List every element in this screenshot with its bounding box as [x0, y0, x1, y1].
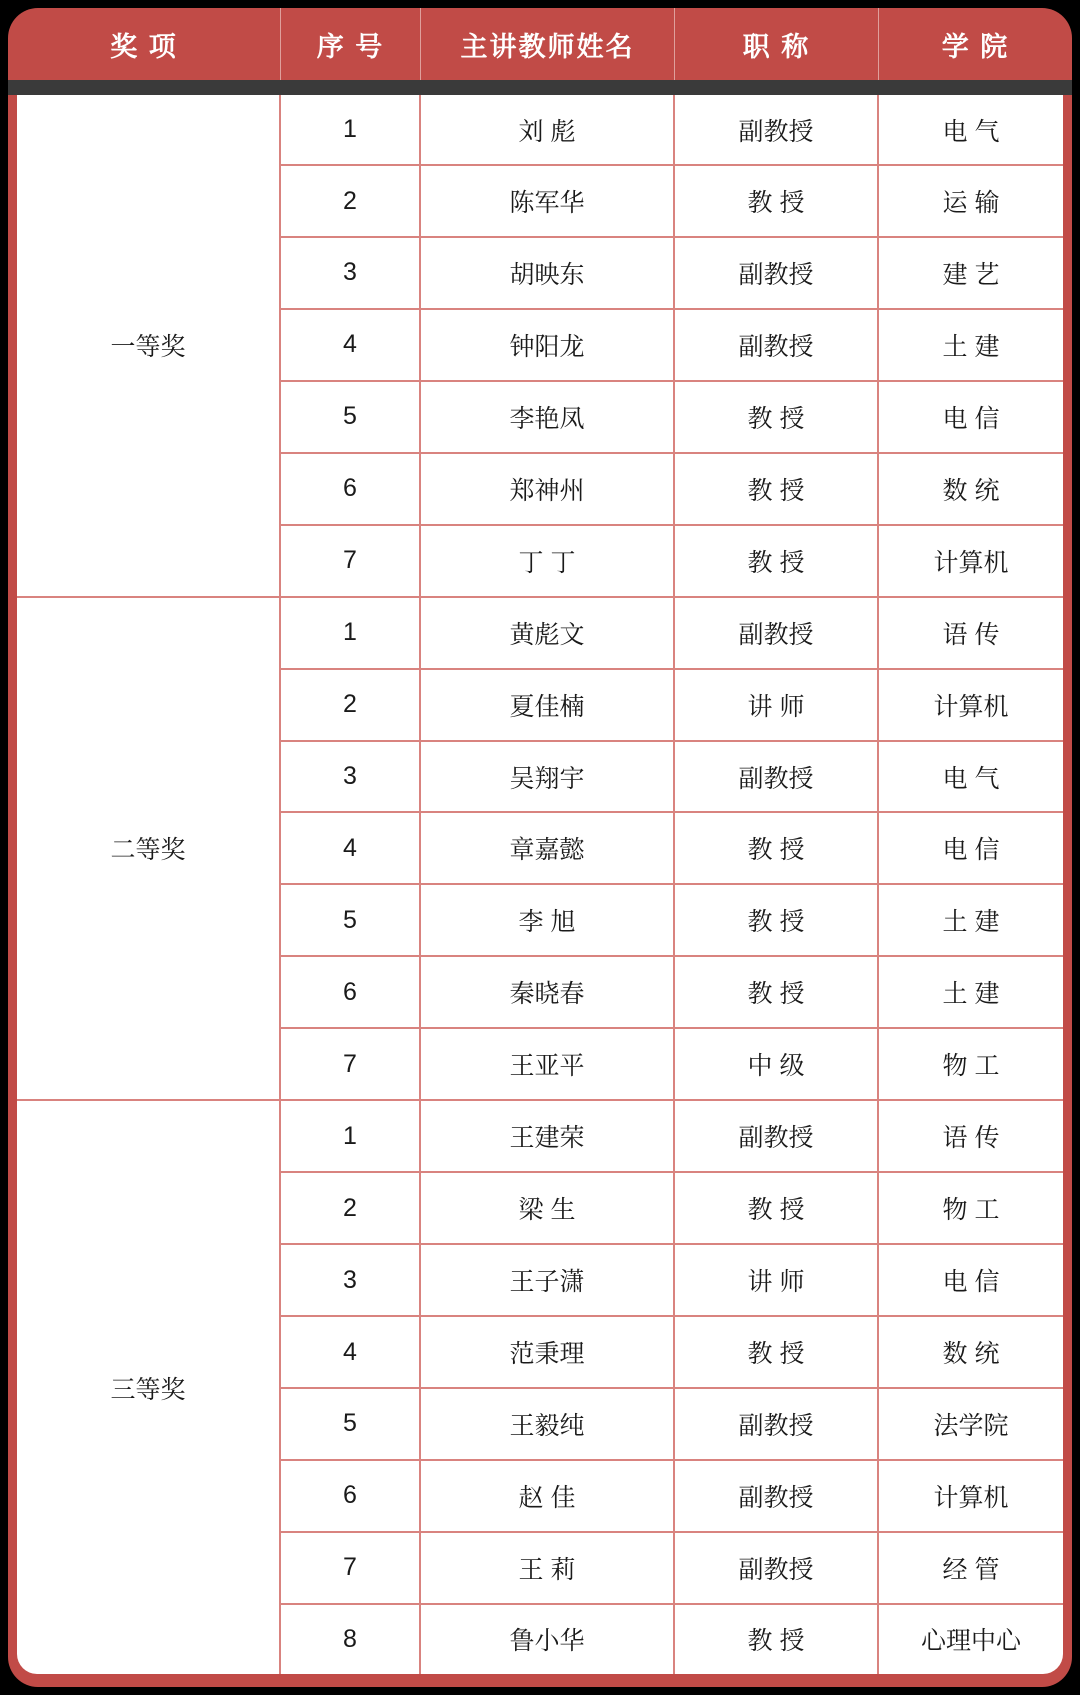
teacher-name: 王建荣 [420, 1100, 674, 1172]
college-cell: 计算机 [878, 525, 1063, 597]
row-number: 5 [280, 381, 420, 453]
title-cell: 副教授 [674, 1100, 878, 1172]
college-cell: 数 统 [878, 453, 1063, 525]
teacher-name: 梁 生 [420, 1172, 674, 1244]
award-table-card [8, 8, 1072, 1687]
college-cell: 计算机 [878, 1460, 1063, 1532]
table-row [17, 597, 1063, 669]
college-cell: 语 传 [878, 1100, 1063, 1172]
college-cell: 电 气 [878, 741, 1063, 813]
title-cell: 副教授 [674, 1460, 878, 1532]
row-number: 2 [280, 1172, 420, 1244]
title-cell: 中 级 [674, 1028, 878, 1100]
college-cell: 土 建 [878, 309, 1063, 381]
award-group-label: 一等奖 [17, 95, 280, 597]
teacher-name: 王毅纯 [420, 1388, 674, 1460]
award-group-label: 二等奖 [17, 597, 280, 1101]
title-cell: 副教授 [674, 597, 878, 669]
title-cell: 教 授 [674, 525, 878, 597]
row-number: 2 [280, 165, 420, 237]
college-cell: 运 输 [878, 165, 1063, 237]
table-body [17, 95, 1063, 1674]
table-header-row [8, 8, 1072, 80]
college-cell: 建 艺 [878, 237, 1063, 309]
teacher-name: 黄彪文 [420, 597, 674, 669]
college-cell: 物 工 [878, 1028, 1063, 1100]
teacher-name: 吴翔宇 [420, 741, 674, 813]
teacher-name: 鲁小华 [420, 1604, 674, 1674]
column-header-award: 奖 项 [110, 31, 178, 62]
row-number: 4 [280, 309, 420, 381]
teacher-name: 李艳凤 [420, 381, 674, 453]
row-number: 5 [280, 1388, 420, 1460]
row-number: 3 [280, 1244, 420, 1316]
title-cell: 教 授 [674, 1172, 878, 1244]
teacher-name: 王子潇 [420, 1244, 674, 1316]
row-number: 6 [280, 956, 420, 1028]
table-row [17, 95, 1063, 165]
teacher-name: 秦晓春 [420, 956, 674, 1028]
college-cell: 土 建 [878, 956, 1063, 1028]
teacher-name: 胡映东 [420, 237, 674, 309]
award-table [17, 95, 1063, 1674]
title-cell: 教 授 [674, 381, 878, 453]
title-cell: 教 授 [674, 165, 878, 237]
college-cell: 计算机 [878, 669, 1063, 741]
row-number: 4 [280, 1316, 420, 1388]
title-cell: 教 授 [674, 1316, 878, 1388]
row-number: 4 [280, 812, 420, 884]
column-header-title: 职 称 [674, 8, 878, 80]
row-number: 2 [280, 669, 420, 741]
row-number: 6 [280, 453, 420, 525]
title-cell: 教 授 [674, 1604, 878, 1674]
teacher-name: 丁 丁 [420, 525, 674, 597]
title-cell: 副教授 [674, 1388, 878, 1460]
title-cell: 讲 师 [674, 669, 878, 741]
teacher-name: 赵 佳 [420, 1460, 674, 1532]
college-cell: 法学院 [878, 1388, 1063, 1460]
title-cell: 教 授 [674, 956, 878, 1028]
teacher-name: 郑神州 [420, 453, 674, 525]
row-number: 7 [280, 1028, 420, 1100]
row-number: 7 [280, 1532, 420, 1604]
row-number: 5 [280, 884, 420, 956]
college-cell: 经 管 [878, 1532, 1063, 1604]
college-cell: 电 信 [878, 381, 1063, 453]
college-cell: 电 气 [878, 95, 1063, 165]
row-number: 1 [280, 95, 420, 165]
row-number: 3 [280, 741, 420, 813]
header-divider-bar [8, 80, 1072, 95]
award-group-label: 三等奖 [17, 1100, 280, 1674]
row-number: 7 [280, 525, 420, 597]
title-cell: 副教授 [674, 1532, 878, 1604]
teacher-name: 王 莉 [420, 1532, 674, 1604]
row-number: 8 [280, 1604, 420, 1674]
title-cell: 副教授 [674, 95, 878, 165]
title-cell: 讲 师 [674, 1244, 878, 1316]
title-cell: 教 授 [674, 812, 878, 884]
column-header-name: 主讲教师姓名 [420, 8, 674, 80]
row-number: 6 [280, 1460, 420, 1532]
row-number: 1 [280, 597, 420, 669]
college-cell: 心理中心 [878, 1604, 1063, 1674]
title-cell: 教 授 [674, 453, 878, 525]
college-cell: 语 传 [878, 597, 1063, 669]
college-cell: 电 信 [878, 1244, 1063, 1316]
teacher-name: 陈军华 [420, 165, 674, 237]
teacher-name: 刘 彪 [420, 95, 674, 165]
teacher-name: 范秉理 [420, 1316, 674, 1388]
teacher-name: 夏佳楠 [420, 669, 674, 741]
title-cell: 教 授 [674, 884, 878, 956]
row-number: 1 [280, 1100, 420, 1172]
column-header-no: 序 号 [280, 8, 420, 80]
column-header-college: 学 院 [878, 8, 1072, 80]
title-cell: 副教授 [674, 741, 878, 813]
row-number: 3 [280, 237, 420, 309]
college-cell: 电 信 [878, 812, 1063, 884]
title-cell: 副教授 [674, 309, 878, 381]
teacher-name: 李 旭 [420, 884, 674, 956]
college-cell: 土 建 [878, 884, 1063, 956]
title-cell: 副教授 [674, 237, 878, 309]
college-cell: 物 工 [878, 1172, 1063, 1244]
teacher-name: 章嘉懿 [420, 812, 674, 884]
teacher-name: 钟阳龙 [420, 309, 674, 381]
teacher-name: 王亚平 [420, 1028, 674, 1100]
college-cell: 数 统 [878, 1316, 1063, 1388]
table-row [17, 1100, 1063, 1172]
